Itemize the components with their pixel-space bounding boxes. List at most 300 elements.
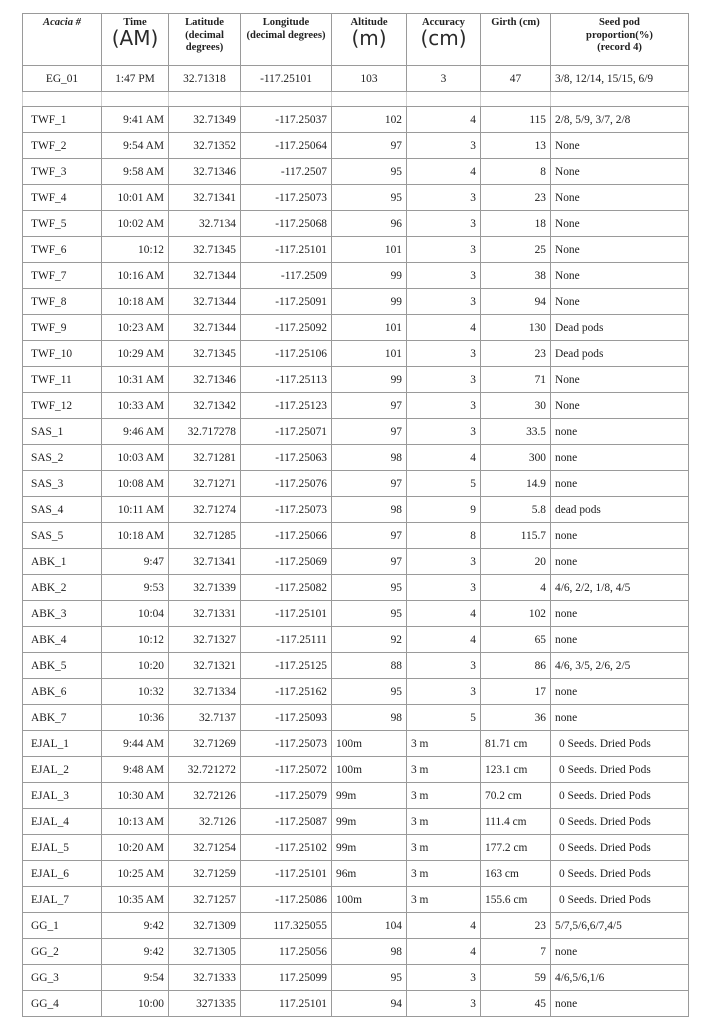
table-row <box>23 393 689 419</box>
spacer-cell <box>102 92 169 107</box>
acacia-id-cell: ABK_7 <box>23 705 102 731</box>
latitude-cell: 32.71342 <box>169 393 241 419</box>
accuracy-cell: 5 <box>407 471 481 497</box>
altitude-cell: 92 <box>332 627 407 653</box>
col-seed-header: Seed pod proportion(%) (record 4) <box>551 14 689 66</box>
seed-pods-cell: none <box>551 627 689 653</box>
acacia-id-cell: GG_1 <box>23 913 102 939</box>
table-row <box>23 133 689 159</box>
longitude-cell: -117.2509 <box>241 263 332 289</box>
acacia-data-table <box>22 13 689 1017</box>
girth-cell: 155.6 cm <box>481 887 551 913</box>
time-cell: 10:35 AM <box>102 887 169 913</box>
latitude-cell: 32.71305 <box>169 939 241 965</box>
seed-pods-cell: None <box>551 263 689 289</box>
time-cell: 9:54 <box>102 965 169 991</box>
seed-pods-cell: none <box>551 419 689 445</box>
table-row <box>23 835 689 861</box>
accuracy-cell: 4 <box>407 107 481 133</box>
altitude-cell: 101 <box>332 341 407 367</box>
time-cell: 9:42 <box>102 913 169 939</box>
time-cell: 10:36 <box>102 705 169 731</box>
spacer-cell <box>169 92 241 107</box>
longitude-cell: 117.25101 <box>241 991 332 1017</box>
spacer-cell <box>23 92 102 107</box>
spacer-cell <box>551 92 689 107</box>
longitude-cell: -117.25063 <box>241 445 332 471</box>
seed-pods-cell: none <box>551 601 689 627</box>
spacer-cell <box>332 92 407 107</box>
girth-cell: 59 <box>481 965 551 991</box>
accuracy-cell: 3 m <box>407 887 481 913</box>
acacia-id-cell: ABK_2 <box>23 575 102 601</box>
altitude-cell: 98 <box>332 939 407 965</box>
time-cell: 10:04 <box>102 601 169 627</box>
acacia-id-cell: EJAL_5 <box>23 835 102 861</box>
accuracy-cell: 3 <box>407 237 481 263</box>
acacia-id-cell: TWF_10 <box>23 341 102 367</box>
girth-cell: 130 <box>481 315 551 341</box>
seed-pods-cell: None <box>551 367 689 393</box>
acacia-id-cell: SAS_1 <box>23 419 102 445</box>
longitude-cell: -117.25113 <box>241 367 332 393</box>
longitude-cell: -117.25082 <box>241 575 332 601</box>
accuracy-cell: 3 m <box>407 861 481 887</box>
longitude-cell: -117.25101 <box>241 861 332 887</box>
seed-pods-cell: None <box>551 237 689 263</box>
girth-cell: 36 <box>481 705 551 731</box>
seed-pods-cell: none <box>551 705 689 731</box>
acacia-id-cell: EJAL_1 <box>23 731 102 757</box>
acacia-id-cell: TWF_9 <box>23 315 102 341</box>
time-cell: 9:41 AM <box>102 107 169 133</box>
seed-pods-cell: none <box>551 991 689 1017</box>
altitude-cell: 96 <box>332 211 407 237</box>
acacia-id-cell: TWF_7 <box>23 263 102 289</box>
latitude-cell: 32.71345 <box>169 237 241 263</box>
time-cell: 10:12 <box>102 237 169 263</box>
acacia-id-cell: SAS_5 <box>23 523 102 549</box>
girth-cell: 18 <box>481 211 551 237</box>
girth-cell: 5.8 <box>481 497 551 523</box>
table-row <box>23 731 689 757</box>
acacia-id-cell: ABK_6 <box>23 679 102 705</box>
longitude-cell: 117.325055 <box>241 913 332 939</box>
seed-pods-cell: 5/7,5/6,6/7,4/5 <box>551 913 689 939</box>
altitude-cell: 99 <box>332 367 407 393</box>
girth-cell: 102 <box>481 601 551 627</box>
longitude-cell: -117.25073 <box>241 185 332 211</box>
table-row <box>23 263 689 289</box>
longitude-cell: -117.25106 <box>241 341 332 367</box>
data-sheet <box>22 13 688 1017</box>
altitude-cell: 97 <box>332 471 407 497</box>
seed-pods-cell: dead pods <box>551 497 689 523</box>
altitude-header-label: Altitude <box>350 17 388 28</box>
latitude-cell: 32.71331 <box>169 601 241 627</box>
table-body <box>23 66 689 1017</box>
table-row <box>23 965 689 991</box>
latitude-cell: 32.71344 <box>169 289 241 315</box>
latitude-cell: 32.71259 <box>169 861 241 887</box>
accuracy-cell: 3 m <box>407 783 481 809</box>
girth-cell: 14.9 <box>481 471 551 497</box>
seed-pods-cell: None <box>551 289 689 315</box>
girth-cell: 17 <box>481 679 551 705</box>
girth-cell: 115.7 <box>481 523 551 549</box>
altitude-cell: 100m <box>332 887 407 913</box>
altitude-cell: 100m <box>332 731 407 757</box>
seed-pods-cell: none <box>551 523 689 549</box>
longitude-cell: -117.25101 <box>241 601 332 627</box>
acacia-id-cell: GG_2 <box>23 939 102 965</box>
girth-cell: 23 <box>481 913 551 939</box>
time-cell: 10:30 AM <box>102 783 169 809</box>
table-row <box>23 445 689 471</box>
altitude-cell: 95 <box>332 601 407 627</box>
longitude-cell: 117.25056 <box>241 939 332 965</box>
latitude-cell: 32.71318 <box>169 66 241 92</box>
table-row <box>23 783 689 809</box>
girth-cell: 45 <box>481 991 551 1017</box>
seed-pods-cell: 0 Seeds. Dried Pods <box>551 731 689 757</box>
latitude-cell: 32.71339 <box>169 575 241 601</box>
acacia-id-cell: TWF_11 <box>23 367 102 393</box>
girth-cell: 65 <box>481 627 551 653</box>
acacia-id-cell: SAS_4 <box>23 497 102 523</box>
altitude-cell: 99m <box>332 783 407 809</box>
seed-pods-cell: none <box>551 939 689 965</box>
time-cell: 10:20 AM <box>102 835 169 861</box>
girth-cell: 47 <box>481 66 551 92</box>
acacia-id-cell: TWF_5 <box>23 211 102 237</box>
girth-cell: 13 <box>481 133 551 159</box>
accuracy-cell: 3 m <box>407 835 481 861</box>
altitude-cell: 97 <box>332 419 407 445</box>
table-row <box>23 809 689 835</box>
accuracy-cell: 3 m <box>407 757 481 783</box>
accuracy-cell: 3 <box>407 393 481 419</box>
table-row <box>23 315 689 341</box>
altitude-cell: 98 <box>332 445 407 471</box>
table-row <box>23 913 689 939</box>
accuracy-cell: 4 <box>407 445 481 471</box>
col-girth-header: Girth (cm) <box>481 14 551 66</box>
time-cell: 10:18 AM <box>102 523 169 549</box>
col-acacia-header: Acacia # <box>23 14 102 66</box>
latitude-cell: 32.71321 <box>169 653 241 679</box>
longitude-cell: -117.25071 <box>241 419 332 445</box>
seed-pods-cell: 4/6, 2/2, 1/8, 4/5 <box>551 575 689 601</box>
table-row <box>23 367 689 393</box>
seed-pods-cell: 0 Seeds. Dried Pods <box>551 809 689 835</box>
time-cell: 9:42 <box>102 939 169 965</box>
col-latitude-header: Latitude (decimal degrees) <box>169 14 241 66</box>
acacia-id-cell: TWF_4 <box>23 185 102 211</box>
altitude-cell: 95 <box>332 679 407 705</box>
altitude-cell: 102 <box>332 107 407 133</box>
table-row <box>23 237 689 263</box>
girth-cell: 23 <box>481 341 551 367</box>
time-cell: 10:13 AM <box>102 809 169 835</box>
accuracy-cell: 4 <box>407 913 481 939</box>
table-row <box>23 289 689 315</box>
time-cell: 10:11 AM <box>102 497 169 523</box>
acacia-id-cell: EJAL_4 <box>23 809 102 835</box>
accuracy-cell: 4 <box>407 159 481 185</box>
accuracy-cell: 3 <box>407 66 481 92</box>
time-cell: 10:32 <box>102 679 169 705</box>
longitude-cell: -117.25123 <box>241 393 332 419</box>
girth-cell: 94 <box>481 289 551 315</box>
acacia-id-cell: GG_3 <box>23 965 102 991</box>
accuracy-cell: 3 <box>407 965 481 991</box>
altitude-cell: 97 <box>332 549 407 575</box>
acacia-id-cell: ABK_5 <box>23 653 102 679</box>
seed-pods-cell: None <box>551 185 689 211</box>
girth-cell: 71 <box>481 367 551 393</box>
longitude-cell: -117.25069 <box>241 549 332 575</box>
time-cell: 9:53 <box>102 575 169 601</box>
time-unit-handwritten: (AM) <box>111 25 159 50</box>
girth-cell: 123.1 cm <box>481 757 551 783</box>
accuracy-cell: 3 <box>407 549 481 575</box>
latitude-cell: 32.71344 <box>169 315 241 341</box>
table-row <box>23 107 689 133</box>
longitude-cell: -117.25111 <box>241 627 332 653</box>
longitude-cell: -117.25092 <box>241 315 332 341</box>
accuracy-cell: 4 <box>407 315 481 341</box>
accuracy-unit-handwritten: (cm) <box>420 25 467 50</box>
altitude-unit-handwritten: (m) <box>351 25 387 50</box>
girth-cell: 300 <box>481 445 551 471</box>
accuracy-cell: 5 <box>407 705 481 731</box>
acacia-id-cell: TWF_8 <box>23 289 102 315</box>
seed-pods-cell: None <box>551 159 689 185</box>
acacia-id-cell: TWF_12 <box>23 393 102 419</box>
accuracy-cell: 4 <box>407 939 481 965</box>
latitude-cell: 32.717278 <box>169 419 241 445</box>
table-row <box>23 601 689 627</box>
accuracy-cell: 3 <box>407 289 481 315</box>
acacia-id-cell: TWF_6 <box>23 237 102 263</box>
table-row <box>23 991 689 1017</box>
girth-cell: 115 <box>481 107 551 133</box>
longitude-cell: -117.25086 <box>241 887 332 913</box>
acacia-id-cell: TWF_2 <box>23 133 102 159</box>
time-cell: 10:12 <box>102 627 169 653</box>
time-cell: 10:01 AM <box>102 185 169 211</box>
girth-cell: 177.2 cm <box>481 835 551 861</box>
time-header-label: Time <box>123 17 147 28</box>
accuracy-header-label: Accuracy <box>422 17 465 28</box>
time-cell: 9:48 AM <box>102 757 169 783</box>
table-row <box>23 757 689 783</box>
acacia-id-cell: SAS_3 <box>23 471 102 497</box>
seed-pods-cell: none <box>551 445 689 471</box>
seed-pods-cell: 3/8, 12/14, 15/15, 6/9 <box>551 66 689 92</box>
accuracy-cell: 3 <box>407 367 481 393</box>
latitude-cell: 32.71341 <box>169 549 241 575</box>
latitude-cell: 32.71349 <box>169 107 241 133</box>
table-row <box>23 549 689 575</box>
col-time-header <box>102 14 169 66</box>
latitude-cell: 32.71344 <box>169 263 241 289</box>
seed-pods-cell: 0 Seeds. Dried Pods <box>551 835 689 861</box>
time-cell: 10:16 AM <box>102 263 169 289</box>
seed-pods-cell: 0 Seeds. Dried Pods <box>551 783 689 809</box>
girth-cell: 23 <box>481 185 551 211</box>
table-row <box>23 66 689 92</box>
girth-cell: 4 <box>481 575 551 601</box>
latitude-cell: 32.71346 <box>169 159 241 185</box>
longitude-cell: -117.25101 <box>241 237 332 263</box>
seed-pods-cell: 4/6,5/6,1/6 <box>551 965 689 991</box>
latitude-cell: 32.7134 <box>169 211 241 237</box>
longitude-cell: -117.25093 <box>241 705 332 731</box>
girth-cell: 38 <box>481 263 551 289</box>
seed-pods-cell: None <box>551 133 689 159</box>
table-row <box>23 575 689 601</box>
table-row <box>23 159 689 185</box>
table-row <box>23 523 689 549</box>
acacia-id-cell: TWF_3 <box>23 159 102 185</box>
altitude-cell: 96m <box>332 861 407 887</box>
altitude-cell: 101 <box>332 237 407 263</box>
longitude-cell: -117.25072 <box>241 757 332 783</box>
time-cell: 9:47 <box>102 549 169 575</box>
accuracy-cell: 4 <box>407 627 481 653</box>
time-cell: 9:46 AM <box>102 419 169 445</box>
girth-cell: 30 <box>481 393 551 419</box>
seed-pods-cell: 4/6, 3/5, 2/6, 2/5 <box>551 653 689 679</box>
accuracy-cell: 3 <box>407 211 481 237</box>
longitude-cell: -117.25087 <box>241 809 332 835</box>
time-cell: 10:31 AM <box>102 367 169 393</box>
latitude-cell: 32.71257 <box>169 887 241 913</box>
acacia-id-cell: ABK_4 <box>23 627 102 653</box>
longitude-cell: -117.25162 <box>241 679 332 705</box>
accuracy-cell: 3 <box>407 991 481 1017</box>
seed-pods-cell: 0 Seeds. Dried Pods <box>551 757 689 783</box>
altitude-cell: 94 <box>332 991 407 1017</box>
seed-pods-cell: None <box>551 211 689 237</box>
latitude-cell: 3271335 <box>169 991 241 1017</box>
altitude-cell: 95 <box>332 185 407 211</box>
spacer-cell <box>481 92 551 107</box>
acacia-id-cell: EJAL_6 <box>23 861 102 887</box>
time-cell: 10:08 AM <box>102 471 169 497</box>
seed-pods-cell: none <box>551 679 689 705</box>
altitude-cell: 99m <box>332 809 407 835</box>
girth-cell: 111.4 cm <box>481 809 551 835</box>
seed-pods-cell: None <box>551 393 689 419</box>
latitude-cell: 32.71269 <box>169 731 241 757</box>
altitude-cell: 95 <box>332 159 407 185</box>
latitude-cell: 32.71345 <box>169 341 241 367</box>
time-cell: 10:29 AM <box>102 341 169 367</box>
acacia-id-cell: TWF_1 <box>23 107 102 133</box>
acacia-id-cell: EG_01 <box>23 66 102 92</box>
latitude-cell: 32.7126 <box>169 809 241 835</box>
time-cell: 10:20 <box>102 653 169 679</box>
accuracy-cell: 4 <box>407 601 481 627</box>
table-row <box>23 939 689 965</box>
table-row <box>23 887 689 913</box>
table-row <box>23 627 689 653</box>
girth-cell: 20 <box>481 549 551 575</box>
table-row <box>23 185 689 211</box>
longitude-cell: -117.2507 <box>241 159 332 185</box>
longitude-cell: 117.25099 <box>241 965 332 991</box>
altitude-cell: 98 <box>332 705 407 731</box>
accuracy-cell: 9 <box>407 497 481 523</box>
girth-cell: 8 <box>481 159 551 185</box>
time-cell: 9:58 AM <box>102 159 169 185</box>
accuracy-cell: 3 <box>407 653 481 679</box>
acacia-id-cell: SAS_2 <box>23 445 102 471</box>
accuracy-cell: 8 <box>407 523 481 549</box>
longitude-cell: -117.25091 <box>241 289 332 315</box>
acacia-id-cell: EJAL_3 <box>23 783 102 809</box>
time-cell: 10:23 AM <box>102 315 169 341</box>
table-row <box>23 861 689 887</box>
longitude-cell: -117.25068 <box>241 211 332 237</box>
seed-pods-cell: none <box>551 549 689 575</box>
latitude-cell: 32.71327 <box>169 627 241 653</box>
altitude-cell: 95 <box>332 575 407 601</box>
time-cell: 10:18 AM <box>102 289 169 315</box>
table-row <box>23 679 689 705</box>
time-cell: 10:25 AM <box>102 861 169 887</box>
longitude-cell: -117.25101 <box>241 66 332 92</box>
latitude-cell: 32.71341 <box>169 185 241 211</box>
time-cell: 10:03 AM <box>102 445 169 471</box>
header-row <box>23 14 689 66</box>
longitude-cell: -117.25066 <box>241 523 332 549</box>
latitude-cell: 32.71346 <box>169 367 241 393</box>
girth-cell: 163 cm <box>481 861 551 887</box>
longitude-cell: -117.25079 <box>241 783 332 809</box>
latitude-cell: 32.7137 <box>169 705 241 731</box>
girth-cell: 70.2 cm <box>481 783 551 809</box>
seed-pods-cell: Dead pods <box>551 315 689 341</box>
latitude-cell: 32.72126 <box>169 783 241 809</box>
col-longitude-header: Longitude (decimal degrees) <box>241 14 332 66</box>
latitude-cell: 32.71281 <box>169 445 241 471</box>
altitude-cell: 98 <box>332 497 407 523</box>
girth-cell: 25 <box>481 237 551 263</box>
altitude-cell: 97 <box>332 523 407 549</box>
accuracy-cell: 3 <box>407 341 481 367</box>
longitude-cell: -117.25076 <box>241 471 332 497</box>
time-cell: 10:02 AM <box>102 211 169 237</box>
latitude-cell: 32.71285 <box>169 523 241 549</box>
latitude-cell: 32.721272 <box>169 757 241 783</box>
time-cell: 9:54 AM <box>102 133 169 159</box>
latitude-cell: 32.71274 <box>169 497 241 523</box>
time-cell: 1:47 PM <box>102 66 169 92</box>
accuracy-cell: 3 <box>407 263 481 289</box>
time-cell: 10:33 AM <box>102 393 169 419</box>
altitude-cell: 99 <box>332 263 407 289</box>
altitude-cell: 104 <box>332 913 407 939</box>
altitude-cell: 99m <box>332 835 407 861</box>
latitude-cell: 32.71254 <box>169 835 241 861</box>
altitude-cell: 95 <box>332 965 407 991</box>
seed-pods-cell: 0 Seeds. Dried Pods <box>551 887 689 913</box>
spacer-cell <box>241 92 332 107</box>
